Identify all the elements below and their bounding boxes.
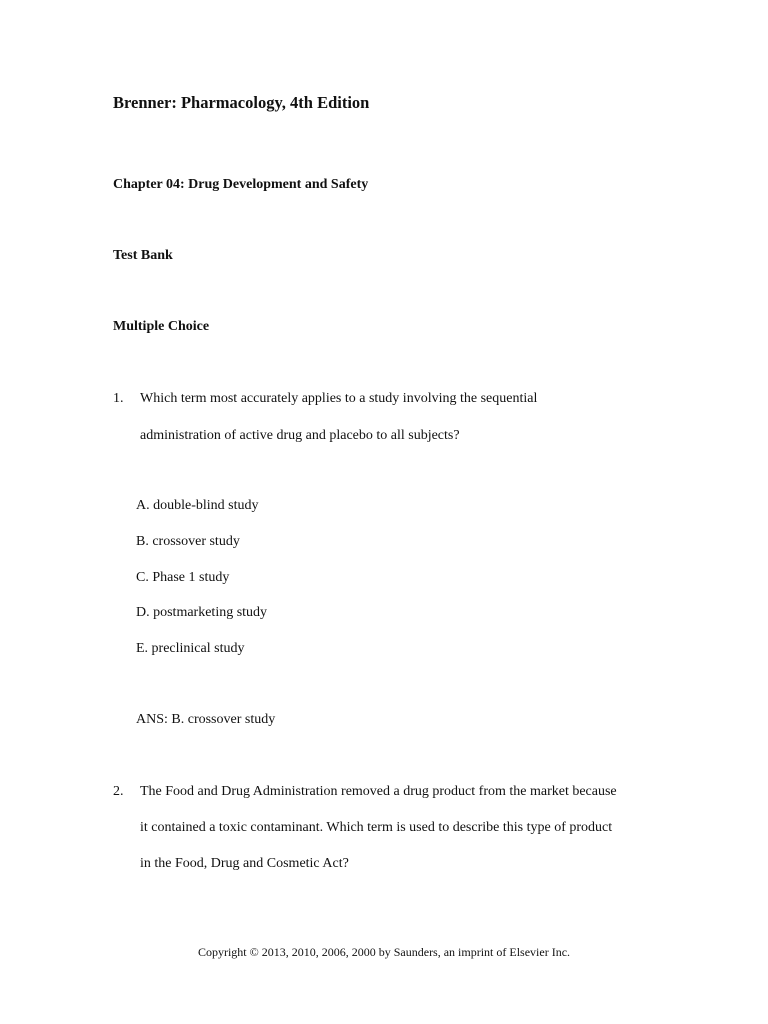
question-1-choice-d: D. postmarketing study <box>136 605 268 620</box>
question-2-line-1: The Food and Drug Administration removed a drug product from the market because <box>140 784 617 799</box>
book-title: Brenner: Pharmacology, 4th Edition <box>113 93 370 112</box>
question-1-choice-e: E. preclinical study <box>136 641 245 656</box>
question-2-number: 2. <box>113 784 124 799</box>
question-1-answer: ANS: B. crossover study <box>136 712 276 727</box>
question-1-number: 1. <box>113 391 124 406</box>
chapter-title: Chapter 04: Drug Development and Safety <box>113 177 369 192</box>
question-1-choice-b: B. crossover study <box>136 534 240 549</box>
question-2-line-2: it contained a toxic contaminant. Which term is used to describe this type of product <box>140 820 613 835</box>
question-1-line-2: administration of active drug and placebo to all subjects? <box>140 428 460 443</box>
question-1-choice-a: A. double-blind study <box>136 498 259 513</box>
copyright-footer: Copyright © 2013, 2010, 2006, 2000 by Saunders, an imprint of Elsevier Inc. <box>197 945 571 959</box>
section-label: Test Bank <box>113 248 173 263</box>
question-2-line-3: in the Food, Drug and Cosmetic Act? <box>140 856 349 871</box>
question-1-line-1: Which term most accurately applies to a study involving the sequential <box>140 391 538 406</box>
question-type-heading: Multiple Choice <box>113 319 210 334</box>
question-1-choice-c: C. Phase 1 study <box>136 570 230 585</box>
